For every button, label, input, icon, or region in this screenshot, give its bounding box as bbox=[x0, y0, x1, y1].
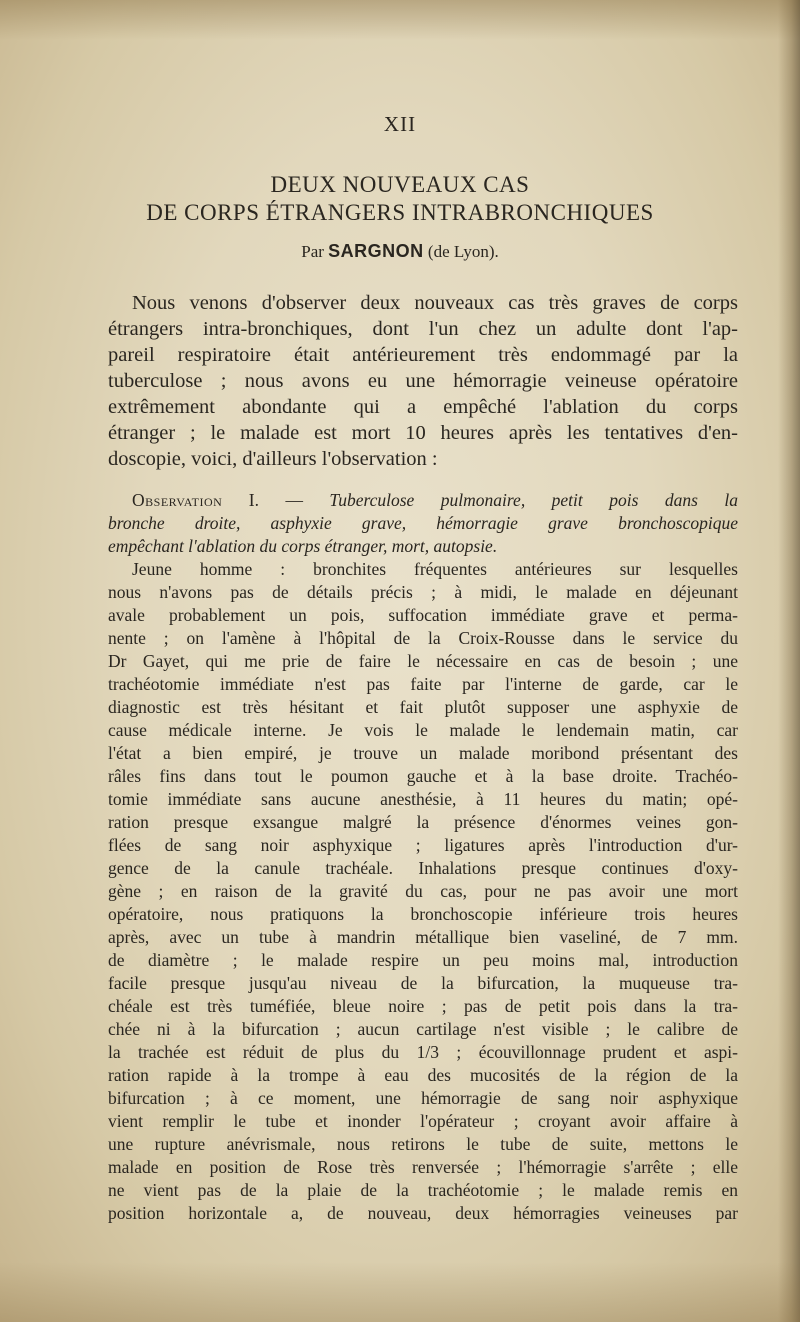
body-line: râles fins dans tout le poumon gauche et à la base droite. Trachéo- bbox=[108, 766, 738, 786]
body-line: gène ; en raison de la gravité du cas, pour ne pas avoir une mort bbox=[108, 881, 738, 901]
body-line: une rupture anévrismale, nous retirons le tube de suite, mettons le bbox=[108, 1134, 738, 1154]
article-title-line-2: DE CORPS ÉTRANGERS INTRABRONCHIQUES bbox=[146, 200, 654, 225]
body-line: la trachée est réduit de plus du 1/3 ; écouvillonnage prudent et aspi- bbox=[108, 1042, 738, 1062]
body-line: cause médicale interne. Je vois le malade le lendemain matin, car bbox=[108, 720, 738, 740]
intro-line: Nous venons d'observer deux nouveaux cas très graves de corps bbox=[132, 292, 738, 314]
body-line: diagnostic est très hésitant et fait plutôt supposer une asphyxie de bbox=[108, 697, 738, 717]
body-line: après, avec un tube à mandrin métallique bien vaseliné, de 7 mm. bbox=[108, 927, 738, 947]
intro-line: extrêmement abondante qui a empêché l'ablation du corps bbox=[108, 396, 738, 418]
intro-line: étranger ; le malade est mort 10 heures après les tentatives d'en- bbox=[108, 422, 738, 444]
observation-label: Observation bbox=[132, 490, 223, 510]
byline-prefix: Par bbox=[301, 242, 324, 261]
body-line: Dr Gayet, qui me prie de faire le nécessaire en cas de besoin ; une bbox=[108, 651, 738, 671]
intro-line: étrangers intra-bronchiques, dont l'un chez un adulte dont l'ap- bbox=[108, 318, 738, 340]
intro-line: pareil respiratoire était antérieurement très endommagé par la bbox=[108, 344, 738, 366]
body-line: malade en position de Rose très renversée ; l'hémorragie s'arrête ; elle bbox=[108, 1157, 738, 1177]
body-line: tomie immédiate sans aucune anesthésie, à 11 heures du matin; opé- bbox=[108, 789, 738, 809]
body-line: ration presque exsangue malgré la présence d'énormes veines gon- bbox=[108, 812, 738, 832]
observation-title-line-3: empêchant l'ablation du corps étranger, mort, autopsie. bbox=[108, 536, 498, 556]
body-line: ne vient pas de la plaie de la trachéotomie ; le malade remis en bbox=[108, 1180, 738, 1200]
body-line: vient remplir le tube et inonder l'opérateur ; croyant avoir affaire à bbox=[108, 1111, 738, 1131]
observation-title-line-1: Tuberculose pulmonaire, petit pois dans la bbox=[329, 490, 739, 510]
body-line: nous n'avons pas de détails précis ; à midi, le malade en déjeunant bbox=[108, 582, 738, 602]
intro-line: doscopie, voici, d'ailleurs l'observation : bbox=[108, 448, 438, 470]
page-right-shadow bbox=[778, 0, 800, 1322]
body-line: bifurcation ; à ce moment, une hémorragie de sang noir asphyxique bbox=[108, 1088, 738, 1108]
page-bottom-shadow bbox=[0, 1262, 800, 1322]
body-line: facile presque jusqu'au niveau de la bifurcation, la muqueuse tra- bbox=[108, 973, 738, 993]
author-name: SARGNON bbox=[328, 241, 424, 261]
page-top-shadow bbox=[0, 0, 800, 40]
observation-title-line-2: bronche droite, asphyxie grave, hémorragie grave bronchoscopique bbox=[108, 513, 738, 533]
body-line: l'état a bien empiré, je trouve un malade moribond présentant des bbox=[108, 743, 738, 763]
body-line: Jeune homme : bronchites fréquentes antérieures sur lesquelles bbox=[132, 559, 738, 579]
intro-line: tuberculose ; nous avons eu une hémorragie veineuse opératoire bbox=[108, 370, 738, 392]
body-line: chée ni à la bifurcation ; aucun cartilage n'est visible ; le calibre de bbox=[108, 1019, 738, 1039]
observation-heading bbox=[132, 490, 738, 511]
chapter-number: XII bbox=[383, 112, 417, 136]
body-line: gence de la canule trachéale. Inhalations presque continues d'oxy- bbox=[108, 858, 738, 878]
observation-number: I. — bbox=[248, 490, 303, 510]
body-line: flées de sang noir asphyxique ; ligatures après l'introduction d'ur- bbox=[108, 835, 738, 855]
body-line: opératoire, nous pratiquons la bronchoscopie inférieure trois heures bbox=[108, 904, 738, 924]
article-title-line-1: DEUX NOUVEAUX CAS bbox=[270, 172, 530, 197]
byline bbox=[0, 241, 800, 262]
body-line: ration rapide à la trompe à eau des mucosités de la région de la bbox=[108, 1065, 738, 1085]
body-line: trachéotomie immédiate n'est pas faite par l'interne de garde, car le bbox=[108, 674, 738, 694]
body-line: chéale est très tuméfiée, bleue noire ; pas de petit pois dans la tra- bbox=[108, 996, 738, 1016]
byline-affiliation: (de Lyon). bbox=[427, 242, 499, 261]
body-line: avale probablement un pois, suffocation immédiate grave et perma- bbox=[108, 605, 738, 625]
body-line: de diamètre ; le malade respire un peu moins mal, introduction bbox=[108, 950, 738, 970]
body-line: position horizontale a, de nouveau, deux hémorragies veineuses par bbox=[108, 1203, 738, 1223]
body-line: nente ; on l'amène à l'hôpital de la Croix-Rousse dans le service du bbox=[108, 628, 738, 648]
